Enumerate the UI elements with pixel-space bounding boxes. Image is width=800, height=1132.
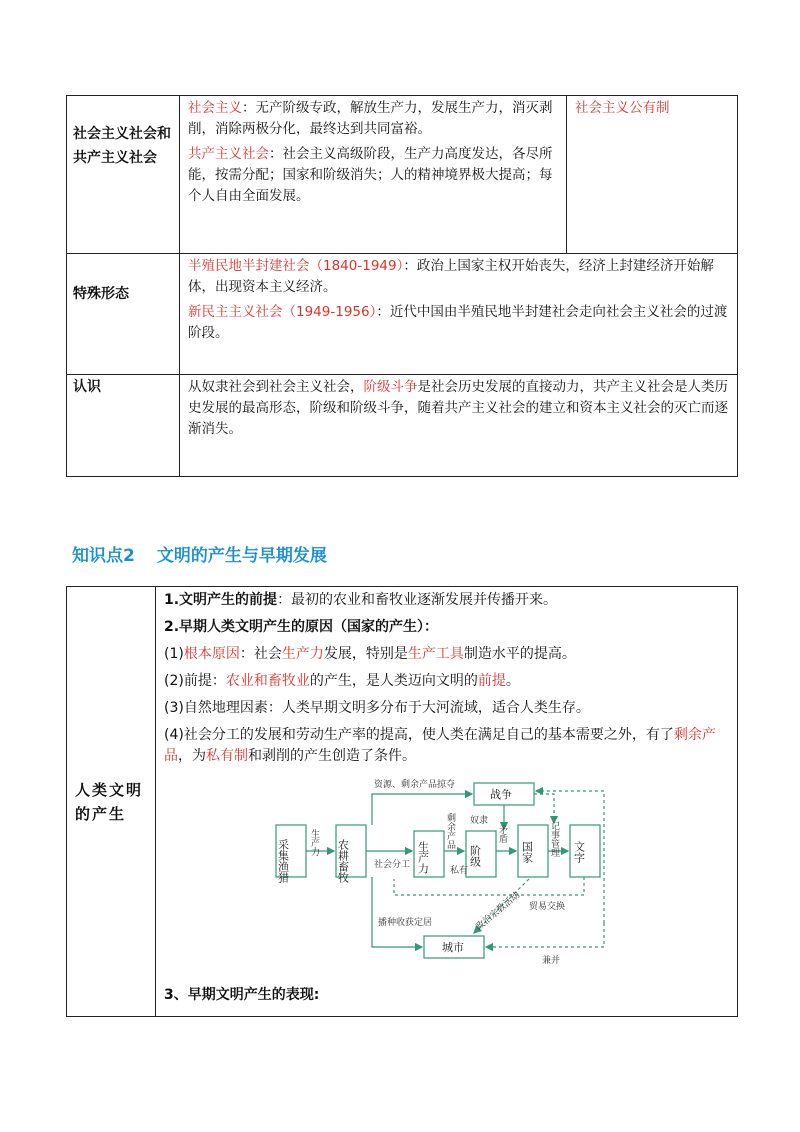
communism-text: ：社会主义高级阶段，生产力高度发达，各尽所能，按需分配；国家和阶级消失；人的精神境界极大提高；每个人自由全面发展。: [188, 146, 553, 204]
lbl-conflict: 矛盾: [497, 825, 507, 843]
p4-text-c: 和剥削的产生创造了条件。: [248, 748, 416, 764]
p2-text-b: 。: [505, 673, 520, 689]
lbl-private: 私有: [450, 866, 469, 876]
section-heading: [72, 541, 349, 566]
row-label-text: 特殊形态: [73, 286, 129, 302]
semi-colonial-text: ：政治上国家主权开始丧失，经济上封建经济开始解体，出现资本主义经济。: [188, 258, 714, 295]
ownership-text: 社会主义公有制: [575, 100, 670, 116]
lbl-division: 社会分工: [374, 860, 411, 870]
box-writing-label: 文字: [572, 841, 586, 863]
p2-agriculture: 农业和畜牧业: [225, 673, 310, 689]
table-row: [67, 254, 738, 375]
heading-title: 文明的产生与早期发展: [156, 546, 327, 566]
p2-prefix: (2)前提：: [164, 673, 226, 689]
communism-term: 共产主义社会: [188, 146, 269, 162]
recognition-text-b: 是社会历史发展的直接动力，共产主义社会是人类历史发展的最高形态，阶级和阶级斗争，随着共产主义社会的建立和资本主义社会的灭亡而逐渐消失。: [188, 379, 728, 437]
row-content: [180, 254, 738, 375]
row-label-text: 社会主义社会和共产主义社会: [73, 126, 171, 166]
lbl-settle: 播种收获定居: [378, 918, 433, 928]
heading-number: 知识点2: [72, 546, 135, 566]
table-row: [67, 375, 738, 477]
p1-text-b: 发展，特别是: [323, 646, 408, 662]
socialism-term: 社会主义: [188, 100, 242, 116]
new-democracy-text: ：近代中国由半殖民地半封建社会走向社会主义社会的过渡阶段。: [188, 304, 728, 341]
p2-text-a: 的产生，是人类迈向文明的: [309, 673, 478, 689]
row-label: [67, 587, 156, 1017]
box-state-label: 国家: [520, 841, 534, 863]
socialism-text: ：无产阶级专政，解放生产力，发展生产力，消灭剥削，消除两极分化，最终达到共同富裕。: [188, 100, 553, 137]
row-content: [156, 587, 738, 1017]
recognition-text-a: 从奴隶社会到社会主义社会，: [188, 379, 364, 395]
box-hunt-label: 采集渔猎: [276, 839, 290, 883]
p4-surplus: 剩余产品: [164, 727, 716, 764]
row-content: [180, 96, 567, 254]
item3-title: 3、早期文明产生的表现:: [164, 987, 320, 1003]
table-row: [67, 96, 738, 254]
semi-colonial-term: 半殖民地半封建社会（1840-1949）: [188, 258, 404, 274]
table-row: [67, 587, 738, 1017]
lbl-trade: 贸易交换: [529, 902, 566, 912]
lbl-slaves: 奴隶: [470, 816, 489, 826]
lbl-annex: 兼并: [542, 956, 561, 966]
lbl-prodforce: 生产力: [309, 829, 319, 856]
p4-text-a: (4)社会分工的发展和劳动生产率的提高，使人类在满足自己的基本需要之外，有了: [164, 727, 674, 743]
p1-prefix: (1): [164, 646, 184, 662]
civilization-diagram: [274, 773, 624, 983]
box-war-label: 战争: [490, 788, 512, 801]
new-democracy-term: 新民主主义社会（1949-1956）: [188, 304, 377, 320]
box-farm-label: 农耕畜牧: [336, 839, 350, 883]
item1-title: 1.文明产生的前提: [164, 592, 278, 608]
p4-text-b: ，为: [178, 748, 206, 764]
row-label: [67, 375, 180, 477]
p1-productivity: 生产力: [281, 646, 324, 662]
p1-root-cause: 根本原因: [183, 646, 240, 662]
ownership-cell: [567, 96, 738, 254]
row-label-text: 人类文明的产生: [75, 780, 144, 823]
p1-text-a: ：社会: [239, 646, 282, 662]
social-forms-table: [66, 95, 738, 477]
class-struggle-term: 阶级斗争: [363, 379, 418, 395]
box-city-label: 城市: [442, 941, 464, 954]
item2-title: 2.早期人类文明产生的原因（国家的产生）：: [164, 619, 439, 635]
row-label-text: 认识: [73, 379, 101, 395]
box-prod-label: 生产力: [416, 841, 430, 874]
item1-text: ：最初的农业和畜牧业逐渐发展并传播开来。: [277, 592, 558, 608]
p3-text: (3)自然地理因素：人类早期文明多分布于大河流域，适合人类生存。: [164, 700, 590, 716]
p4-private: 私有制: [206, 748, 248, 764]
p1-tools: 生产工具: [407, 646, 464, 662]
row-content: [180, 375, 738, 477]
lbl-surplus: 剩余产品: [445, 813, 455, 849]
row-label: [67, 254, 180, 375]
lbl-resources: 资源、剩余产品掠夺: [374, 780, 456, 790]
civilization-table: [66, 586, 738, 1017]
p2-premise: 前提: [477, 673, 506, 689]
row-label: [67, 96, 180, 254]
lbl-record: 记事管理: [549, 821, 559, 857]
p1-text-c: 制造水平的提高。: [463, 646, 576, 662]
lbl-politics: 政治宗教活动: [474, 890, 523, 933]
box-class-label: 阶级: [468, 845, 482, 867]
